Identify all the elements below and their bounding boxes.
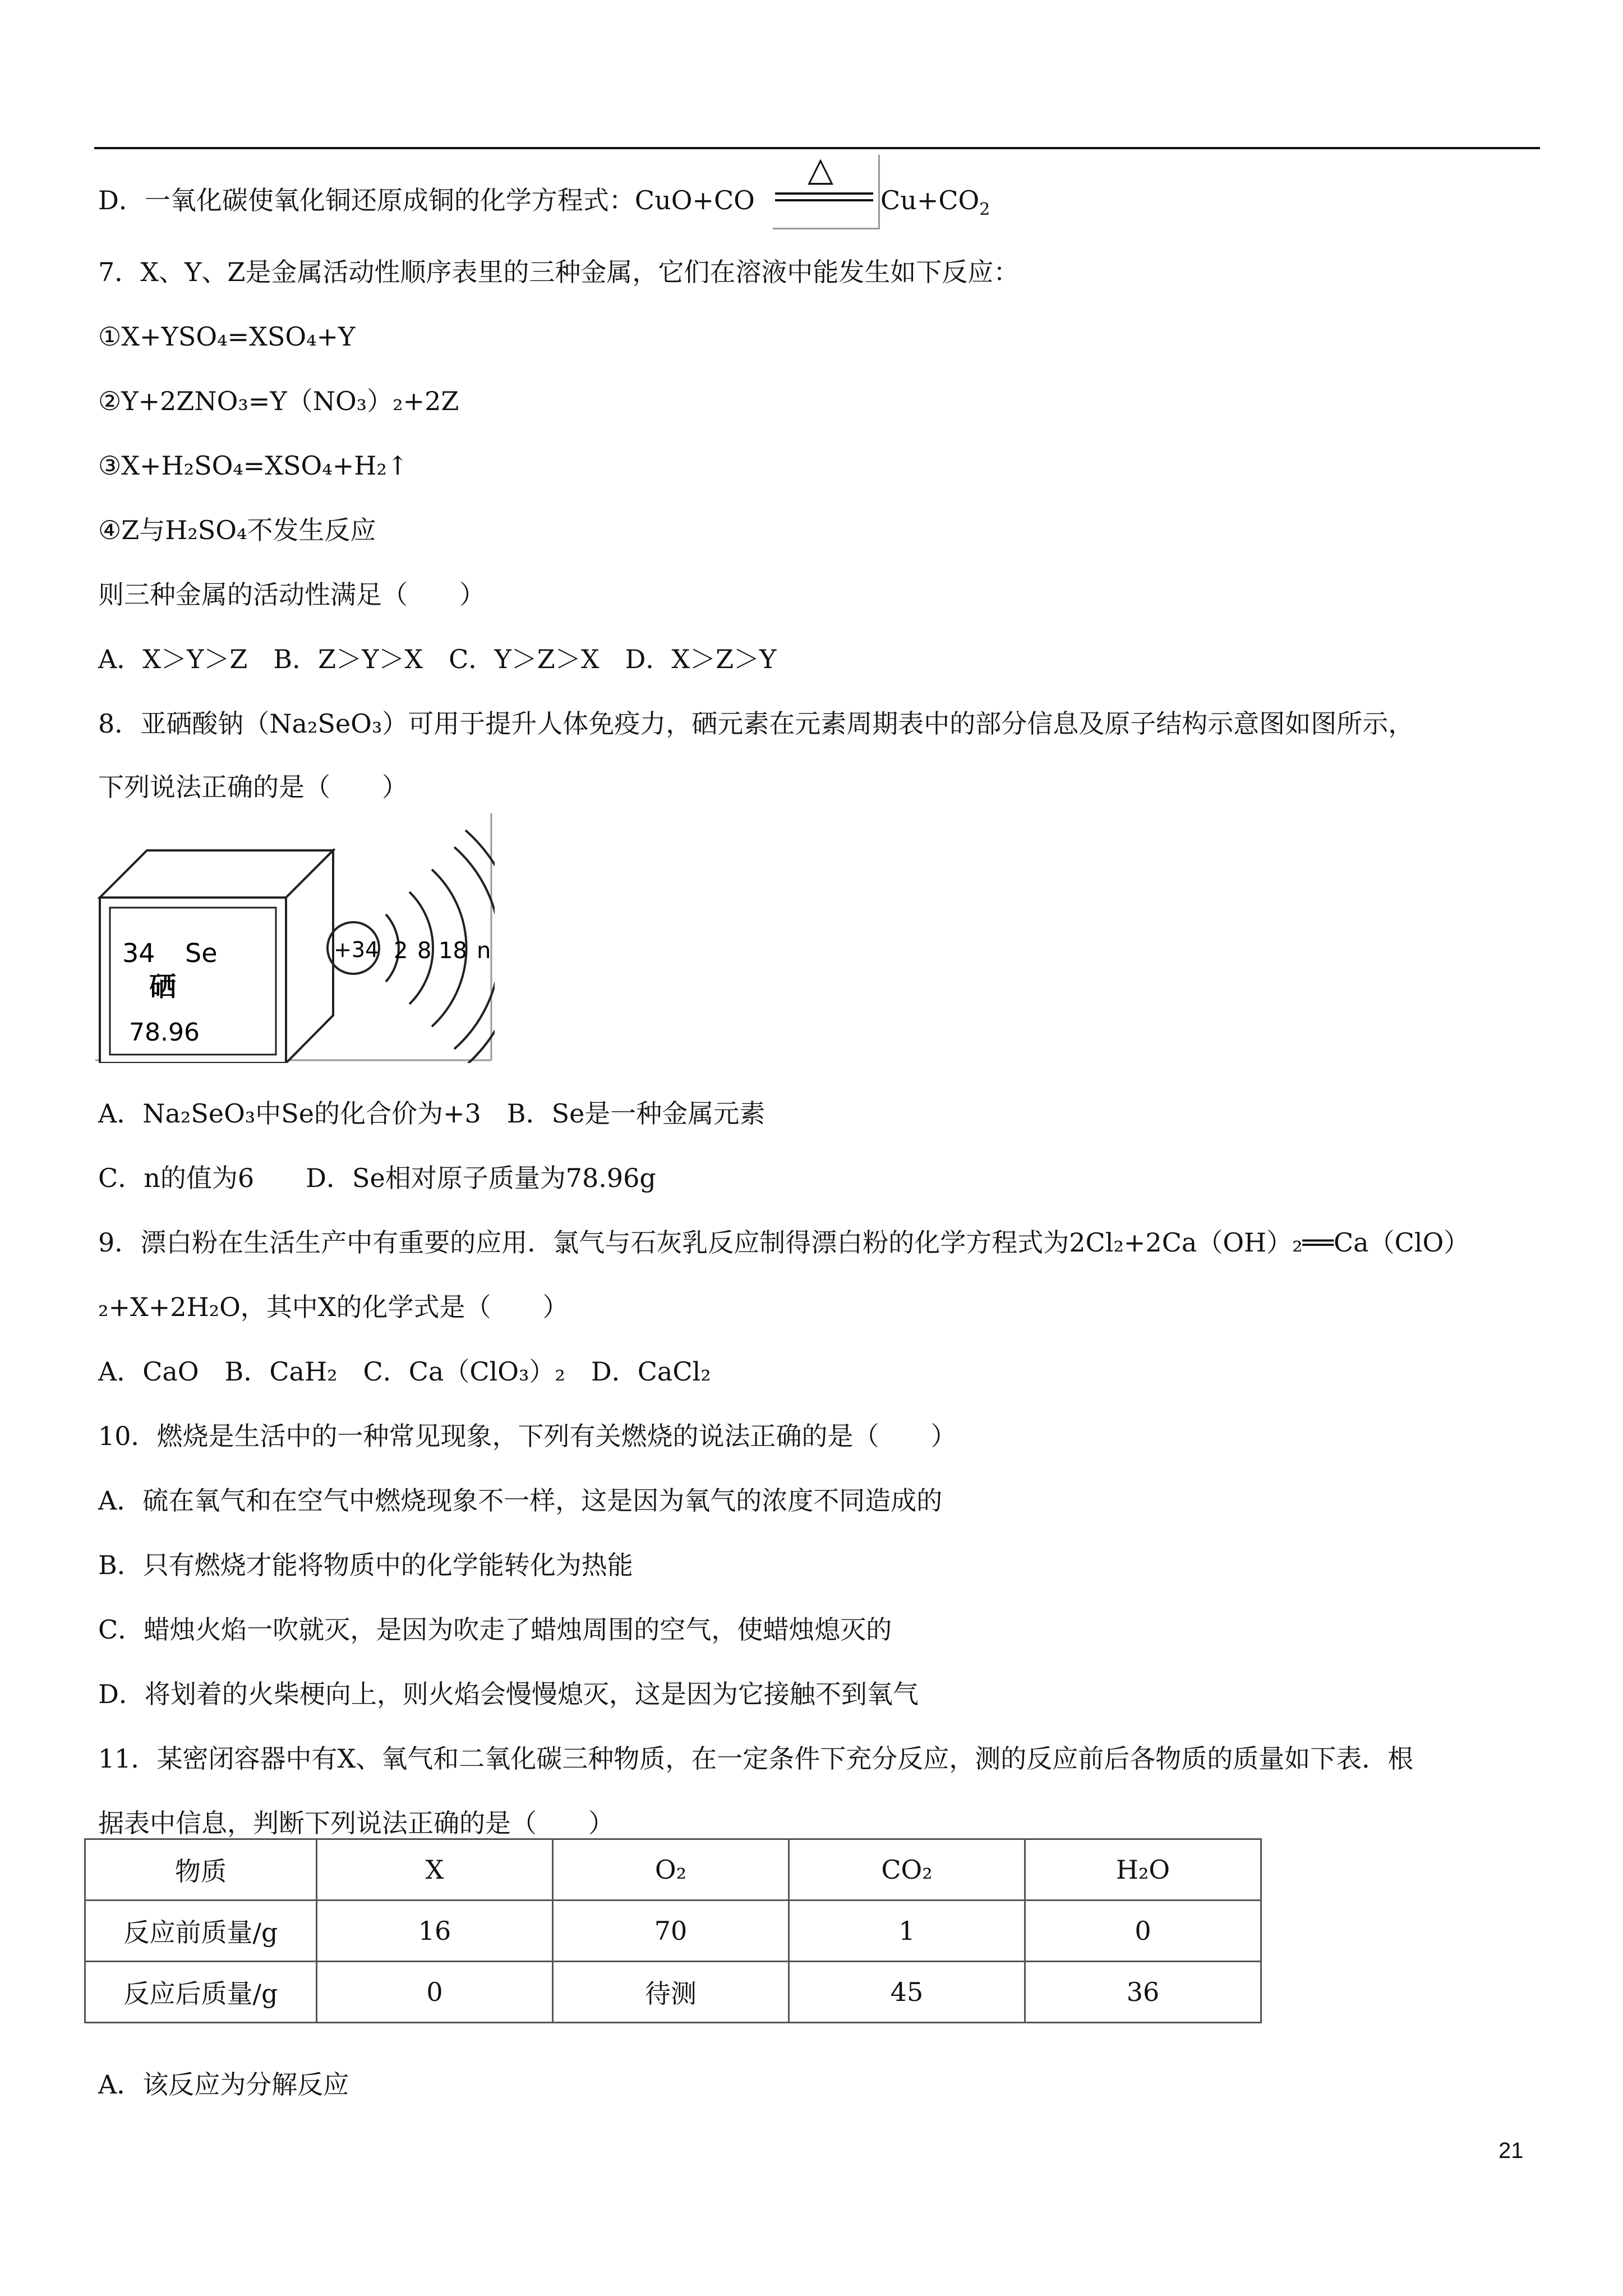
q6-option-d-product: $Cu+CO_2$ — [880, 185, 990, 219]
table-cell: 反应后质量/g — [85, 1962, 317, 2023]
q10-option-b: B．只有燃烧才能将物质中的化学能转化为热能 — [98, 1550, 633, 1580]
element-symbol: Se — [185, 938, 218, 968]
heating-condition-icon: △ — [808, 150, 834, 189]
q11-stem-line-2: 据表中信息，判断下列说法正确的是（ ） — [98, 1808, 614, 1838]
table-cell: 反应前质量/g — [85, 1901, 317, 1962]
atomic-mass: 78.96 — [129, 1018, 200, 1047]
shell-3-electrons: 18 — [439, 938, 467, 964]
table-cell: 0 — [1025, 1901, 1261, 1962]
q8-options-ab: A．Na₂SeO₃中Se的化合价为+3 B．Se是一种金属元素 — [98, 1098, 766, 1129]
q7-options: A．X＞Y＞Z B．Z＞Y＞X C．Y＞Z＞X D．X＞Z＞Y — [98, 644, 777, 674]
q9-stem-line-1: 9．漂白粉在生活生产中有重要的应用．氯气与石灰乳反应制得漂白粉的化学方程式为2Cl₂+2Ca（OH）₂══Ca（ClO） — [98, 1227, 1470, 1258]
table-cell: 45 — [789, 1962, 1025, 2023]
q6-option-d: D．一氧化碳使氧化铜还原成铜的化学方程式：CuO+CO — [98, 185, 755, 215]
table-header-cell: 物质 — [85, 1839, 317, 1901]
q7-reaction-1: ①X+YSO₄=XSO₄+Y — [98, 321, 356, 352]
table-header-row — [85, 1839, 1261, 1901]
q7-reaction-2: ②Y+2ZNO₃=Y（NO₃）₂+2Z — [98, 386, 459, 416]
table-header-cell: H₂O — [1025, 1839, 1261, 1901]
table-cell: 1 — [789, 1901, 1025, 1962]
table-cell: 70 — [553, 1901, 789, 1962]
q10-option-d: D．将划着的火柴梗向上，则火焰会慢慢熄灭，这是因为它接触不到氧气 — [98, 1679, 919, 1709]
q11-stem-line-1: 11．某密闭容器中有X、氧气和二氧化碳三种物质，在一定条件下充分反应，测的反应前后各物质的质量如下表．根 — [98, 1743, 1414, 1774]
table-header-cell: CO₂ — [789, 1839, 1025, 1901]
shell-4-electrons: n — [477, 938, 491, 964]
q7-reaction-4: ④Z与H₂SO₄不发生反应 — [98, 515, 376, 545]
q9-stem-line-2: ₂+X+2H₂O，其中X的化学式是（ ） — [98, 1292, 569, 1322]
q10-option-c: C．蜡烛火焰一吹就灭，是因为吹走了蜡烛周围的空气，使蜡烛熄灭的 — [98, 1614, 892, 1645]
q8-stem-line-2: 下列说法正确的是（ ） — [98, 772, 408, 802]
q8-stem-line-1: 8．亚硒酸钠（Na₂SeO₃）可用于提升人体免疫力，硒元素在元素周期表中的部分信息及原子结构示意图如图所示， — [98, 708, 1414, 739]
table-cell: 待测 — [553, 1962, 789, 2023]
selenium-figure — [95, 813, 495, 1063]
q8-options-cd: C．n的值为6 D．Se相对原子质量为78.96g — [98, 1163, 656, 1193]
table-cell: 0 — [317, 1962, 553, 2023]
table-row — [85, 1901, 1261, 1962]
q9-options: A．CaO B．CaH₂ C．Ca（ClO₃）₂ D．CaCl₂ — [98, 1356, 711, 1387]
shell-1-electrons: 2 — [394, 938, 408, 964]
page-number: 21 — [1498, 2138, 1524, 2163]
table-cell: 16 — [317, 1901, 553, 1962]
q7-reaction-3: ③X+H₂SO₄=XSO₄+H₂↑ — [98, 450, 409, 481]
q7-question: 则三种金属的活动性满足（ ） — [98, 579, 485, 610]
table-cell: 36 — [1025, 1962, 1261, 2023]
header-rule — [94, 147, 1540, 149]
table-header-cell: O₂ — [553, 1839, 789, 1901]
q10-stem: 10．燃烧是生活中的一种常见现象，下列有关燃烧的说法正确的是（ ） — [98, 1421, 957, 1451]
q10-option-a: A．硫在氧气和在空气中燃烧现象不一样，这是因为氧气的浓度不同造成的 — [98, 1485, 943, 1516]
mass-table — [84, 1838, 1262, 2023]
nucleus-charge: +34 — [334, 937, 379, 962]
shell-2-electrons: 8 — [417, 938, 432, 964]
table-header-cell: X — [317, 1839, 553, 1901]
q11-option-a: A．该反应为分解反应 — [98, 2069, 349, 2100]
table-row — [85, 1962, 1261, 2023]
q7-stem: 7．X、Y、Z是金属活动性顺序表里的三种金属，它们在溶液中能发生如下反应： — [98, 257, 1020, 287]
equals-sign — [775, 192, 873, 201]
element-name: 硒 — [149, 971, 177, 1002]
atomic-number: 34 — [122, 938, 155, 968]
